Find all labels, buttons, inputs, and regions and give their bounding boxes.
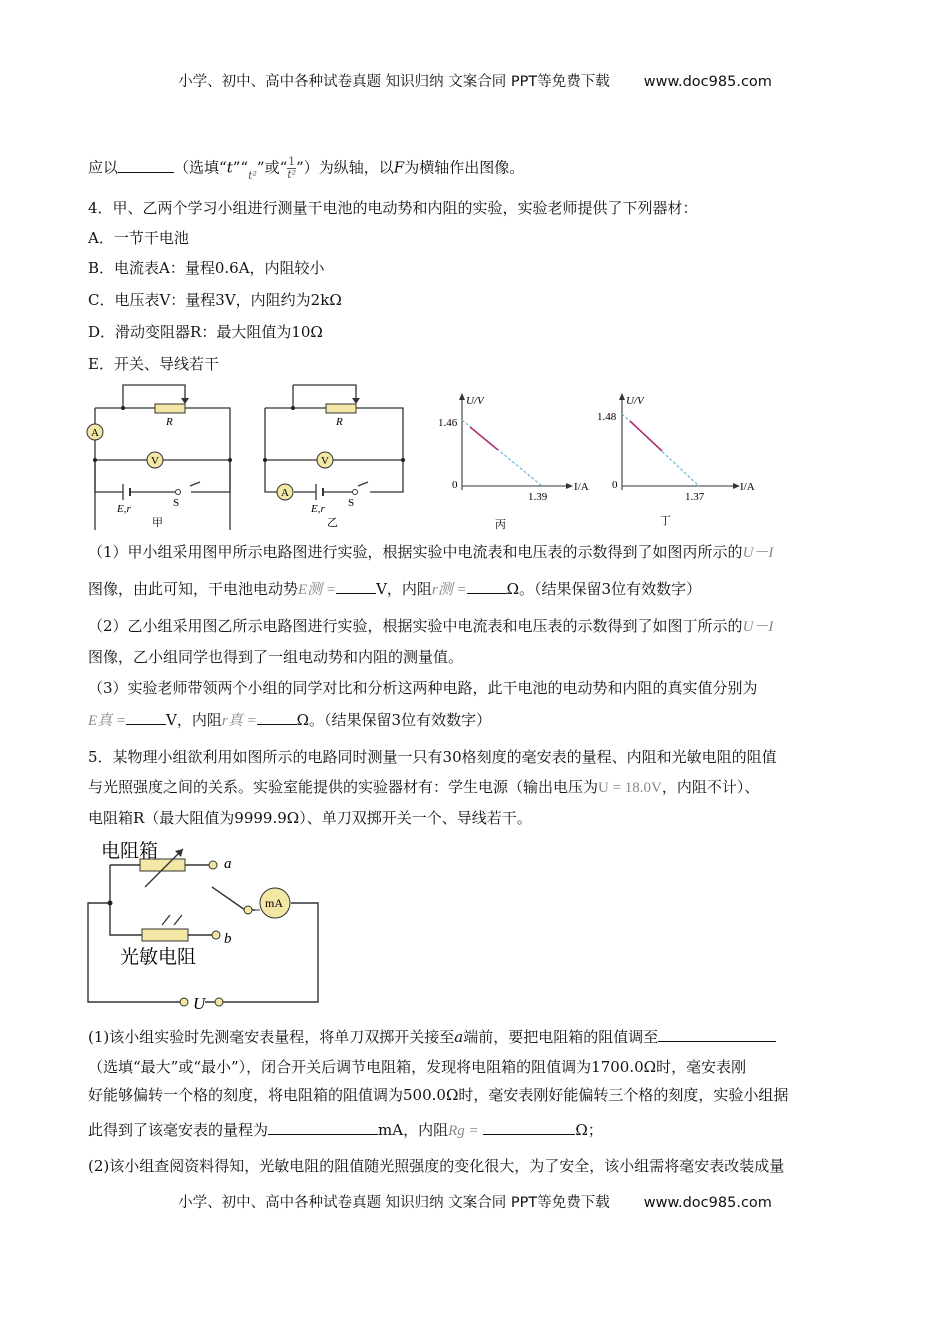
math: r真 = xyxy=(221,713,257,729)
header-url[interactable]: www.doc985.com xyxy=(643,74,772,90)
circuit-q5 xyxy=(85,835,330,1010)
label: mA xyxy=(265,896,283,910)
text: 应以 xyxy=(88,158,119,177)
caption: 乙 xyxy=(327,517,338,529)
answer-blank[interactable] xyxy=(118,158,174,173)
q5-stem-line2 xyxy=(88,777,759,798)
origin-label: 0 xyxy=(612,479,618,491)
q4-option-b: B．电流表A：量程0.6A，内阻较小 xyxy=(88,259,325,277)
y-intercept: 1.48 xyxy=(597,411,617,423)
q4-p2-line2: 图像，乙小组同学也得到了一组电动势和内阻的测量值。 xyxy=(88,648,464,666)
text: V，内阻 xyxy=(166,711,222,729)
data-line xyxy=(470,427,498,450)
answer-blank[interactable] xyxy=(126,710,166,725)
x-axis-label: I/A xyxy=(574,481,589,493)
text: 图像，由此可知，干电池电动势 xyxy=(88,580,299,598)
circuit-yi xyxy=(258,380,418,530)
math: U = 18.0V xyxy=(598,780,662,796)
graph-bing xyxy=(430,390,600,530)
answer-blank[interactable] xyxy=(257,710,297,725)
text: Ω。（结果保留3位有效数字） xyxy=(506,580,702,598)
x-axis-label: I/A xyxy=(740,481,755,493)
q4-p2-line1 xyxy=(88,616,773,637)
q5-p1-line4 xyxy=(88,1120,603,1141)
caption: 甲 xyxy=(152,517,163,529)
q4-p1-line1 xyxy=(88,542,773,563)
q4-p3-line1: （3）实验老师带领两个小组的同学对比和分析这两种电路，此干电池的电动势和内阻的真实值分别为 xyxy=(88,679,758,697)
y-intercept: 1.46 xyxy=(438,417,458,429)
label: R xyxy=(336,416,343,428)
q5-stem-line3: 电阻箱R（最大阻值为9999.9Ω）、单刀双掷开关一个、导线若干。 xyxy=(88,809,532,827)
q5-stem-line1: 5．某物理小组欲利用如图所示的电路同时测量一只有30格刻度的毫安表的量程、内阻和光敏电阻的阻值 xyxy=(88,748,777,766)
text: （选填“ xyxy=(174,158,227,177)
label: b xyxy=(224,931,232,947)
text: （1）甲小组采用图甲所示电路图进行实验，根据实验中电流表和电压表的示数得到了如图丙所示的 xyxy=(88,543,743,561)
q3-tail-line xyxy=(88,156,524,181)
text: mA，内阻 xyxy=(378,1121,449,1139)
x-intercept: 1.39 xyxy=(528,491,548,503)
answer-blank[interactable] xyxy=(467,579,507,594)
header-text: 小学、初中、高中各种试卷真题 知识归纳 文案合同 PPT等免费下载 xyxy=(178,74,610,90)
x-intercept: 1.37 xyxy=(685,491,705,503)
q4-option-d: D．滑动变阻器R：最大阻值为10Ω xyxy=(88,323,323,341)
numerator: 1 xyxy=(288,155,296,168)
text: ”或“ xyxy=(256,158,288,177)
text: 与光照强度之间的关系。实验室能提供的实验器材有：学生电源（输出电压为 xyxy=(88,778,599,796)
q4-option-e: E．开关、导线若干 xyxy=(88,355,219,373)
q5-p1-line2: （选填“最大”或“最小”），闭合开关后调节电阻箱，发现将电阻箱的阻值调为1700.0Ω时，毫安表刚 xyxy=(88,1058,747,1076)
text: （2）乙小组采用图乙所示电路图进行实验，根据实验中电流表和电压表的示数得到了如图丁所示的 xyxy=(88,617,743,635)
label: S xyxy=(348,497,355,509)
q5-p2-line1: (2)该小组查阅资料得知，光敏电阻的阻值随光照强度的变化很大，为了安全，该小组需将毫安表改装成量 xyxy=(88,1157,785,1175)
answer-blank[interactable] xyxy=(268,1120,378,1135)
answer-blank[interactable] xyxy=(658,1027,776,1042)
math: r测 = xyxy=(431,582,467,598)
label: U xyxy=(193,994,206,1010)
origin-label: 0 xyxy=(452,479,458,491)
circuit-jia xyxy=(85,380,245,530)
text: ”）为纵轴，以 xyxy=(296,158,394,177)
text: 端前，要把电阻箱的阻值调至 xyxy=(463,1028,659,1046)
footer-url[interactable]: www.doc985.com xyxy=(643,1195,772,1211)
answer-blank[interactable] xyxy=(483,1120,575,1135)
math: a xyxy=(454,1028,464,1046)
q4-option-c: C．电压表V：量程3V，内阻约为2kΩ xyxy=(88,291,342,309)
text: Ω； xyxy=(575,1121,603,1139)
page-header xyxy=(0,70,950,91)
text: (1)该小组实验时先测毫安表量程，将单刀双掷开关接至 xyxy=(88,1028,455,1046)
math: U－I xyxy=(742,545,774,561)
answer-blank[interactable] xyxy=(336,579,376,594)
text: ”“ xyxy=(232,158,249,177)
math: E真 = xyxy=(88,713,127,729)
label: 光敏电阻 xyxy=(120,946,197,968)
text: V，内阻 xyxy=(376,580,432,598)
label: A xyxy=(281,487,289,499)
math: U－I xyxy=(742,619,774,635)
caption: 丙 xyxy=(495,519,506,530)
page-footer xyxy=(0,1191,950,1212)
math: F xyxy=(393,158,405,177)
math: E测 = xyxy=(298,582,337,598)
q4-p1-line2 xyxy=(88,579,701,600)
q4-stem: 4．甲、乙两个学习小组进行测量干电池的电动势和内阻的实验，实验老师提供了下列器材： xyxy=(88,199,698,217)
label: S xyxy=(173,497,180,509)
rheostat-icon xyxy=(326,404,356,413)
text: 为横轴作出图像。 xyxy=(404,158,525,177)
math: t² xyxy=(248,168,257,182)
math: Rg = xyxy=(448,1123,479,1139)
label: E,r xyxy=(117,503,131,515)
label: a xyxy=(224,856,232,872)
label: V xyxy=(151,455,159,467)
q4-option-a: A．一节干电池 xyxy=(88,229,189,247)
rheostat-icon xyxy=(155,404,185,413)
label: A xyxy=(91,427,99,439)
label: 电阻箱 xyxy=(101,840,159,862)
graph-ding xyxy=(592,390,762,530)
fraction xyxy=(287,156,296,181)
q5-p1-line1 xyxy=(88,1027,776,1047)
label: V xyxy=(321,455,329,467)
data-line xyxy=(630,421,662,451)
footer-text: 小学、初中、高中各种试卷真题 知识归纳 文案合同 PPT等免费下载 xyxy=(178,1195,610,1211)
q4-p3-line2 xyxy=(88,710,491,731)
label: R xyxy=(166,416,173,428)
q5-p1-line3: 好能够偏转一个格的刻度，将电阻箱的阻值调为500.0Ω时，毫安表刚好能偏转三个格的刻度，实验小组据 xyxy=(88,1086,789,1104)
photoresistor-icon xyxy=(142,929,188,941)
text: 此得到了该毫安表的量程为 xyxy=(88,1121,269,1139)
y-axis-label: U/V xyxy=(626,395,644,407)
caption: 丁 xyxy=(660,515,671,527)
label: E,r xyxy=(311,503,325,515)
denominator: t² xyxy=(287,168,297,181)
y-axis-label: U/V xyxy=(466,395,484,407)
text: Ω。（结果保留3位有效数字） xyxy=(296,711,492,729)
text: ，内阻不计）、 xyxy=(661,778,760,796)
math: t xyxy=(226,158,233,177)
